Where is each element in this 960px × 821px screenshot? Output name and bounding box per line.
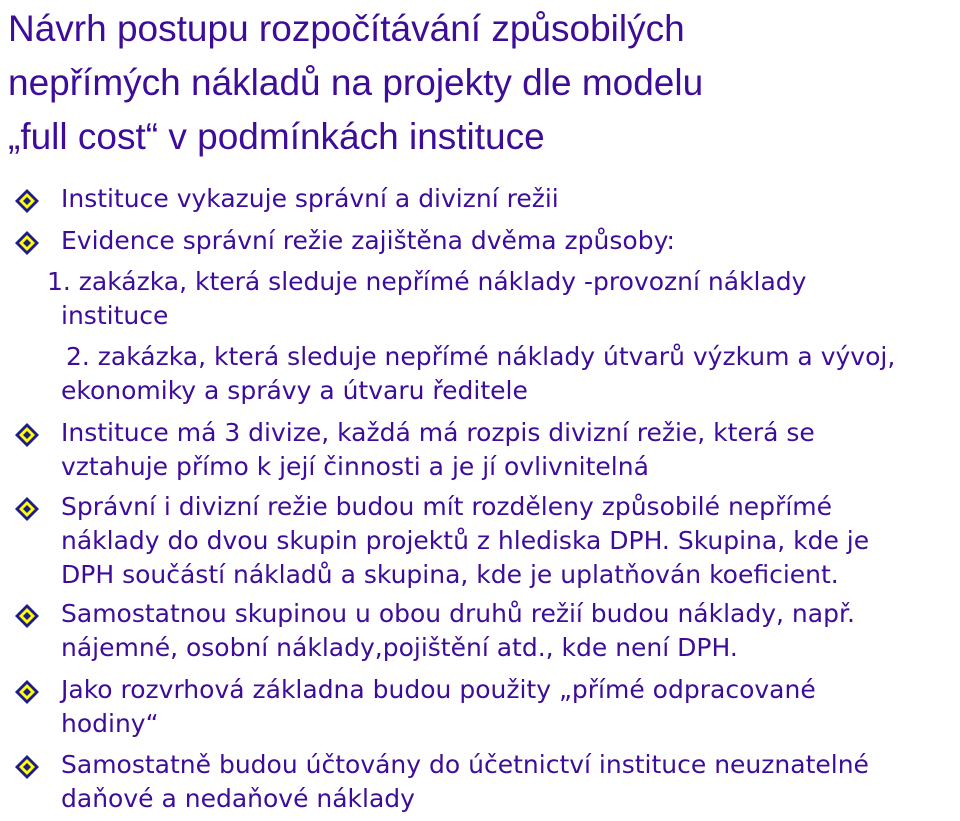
bullet-item bbox=[61, 182, 956, 216]
item-line: instituce bbox=[61, 301, 169, 330]
item-line: Instituce má 3 divize, každá má rozpis divizní režie, která se bbox=[61, 418, 815, 447]
item-line: Jako rozvrhová základna budou použity „přímé odpracované bbox=[61, 675, 816, 704]
bullet-item bbox=[61, 597, 956, 665]
diamond-bullet-icon bbox=[14, 603, 40, 629]
title-line: „full cost“ v podmínkách instituce bbox=[8, 116, 545, 157]
diamond-bullet-icon bbox=[14, 496, 40, 522]
diamond-bullet-icon bbox=[14, 422, 40, 448]
diamond-bullet-icon bbox=[14, 188, 40, 214]
bullet-item bbox=[61, 416, 956, 484]
item-line: Instituce vykazuje správní a divizní režii bbox=[61, 184, 559, 213]
item-line: 2. zakázka, která sleduje nepřímé náklady útvarů výzkum a vývoj, bbox=[66, 342, 896, 371]
bullet-item bbox=[61, 673, 956, 741]
title-line: Návrh postupu rozpočítávání způsobilých bbox=[8, 8, 685, 49]
slide-title bbox=[8, 2, 948, 164]
numbered-item bbox=[47, 265, 942, 333]
item-line: Samostatnou skupinou u obou druhů režií budou náklady, např. bbox=[61, 599, 855, 628]
item-line: Evidence správní režie zajištěna dvěma způsoby: bbox=[61, 226, 675, 255]
item-line: náklady do dvou skupin projektů z hlediska DPH. Skupina, kde je bbox=[61, 526, 870, 555]
item-line: Správní i divizní režie budou mít rozděleny způsobilé nepřímé bbox=[61, 492, 833, 521]
item-line: daňové a nedaňové náklady bbox=[61, 784, 415, 813]
item-line: Samostatně budou účtovány do účetnictví instituce neuznatelné bbox=[61, 750, 869, 779]
bullet-item bbox=[61, 490, 956, 592]
diamond-bullet-icon bbox=[14, 754, 40, 780]
item-line: DPH součástí nákladů a skupina, kde je uplatňován koeficient. bbox=[61, 560, 839, 589]
item-line: 1. zakázka, která sleduje nepřímé náklady -provozní náklady bbox=[47, 267, 807, 296]
title-line: nepřímých nákladů na projekty dle modelu bbox=[8, 62, 704, 103]
bullet-item bbox=[61, 748, 956, 816]
item-line: vztahuje přímo k její činnosti a je jí ovlivnitelná bbox=[61, 452, 649, 481]
diamond-bullet-icon bbox=[14, 230, 40, 256]
item-line: nájemné, osobní náklady,pojištění atd., kde není DPH. bbox=[61, 633, 738, 662]
item-line: ekonomiky a správy a útvaru ředitele bbox=[61, 376, 528, 405]
item-line: hodiny“ bbox=[61, 709, 159, 738]
bullet-item bbox=[61, 224, 956, 258]
numbered-item bbox=[47, 340, 942, 408]
diamond-bullet-icon bbox=[14, 679, 40, 705]
